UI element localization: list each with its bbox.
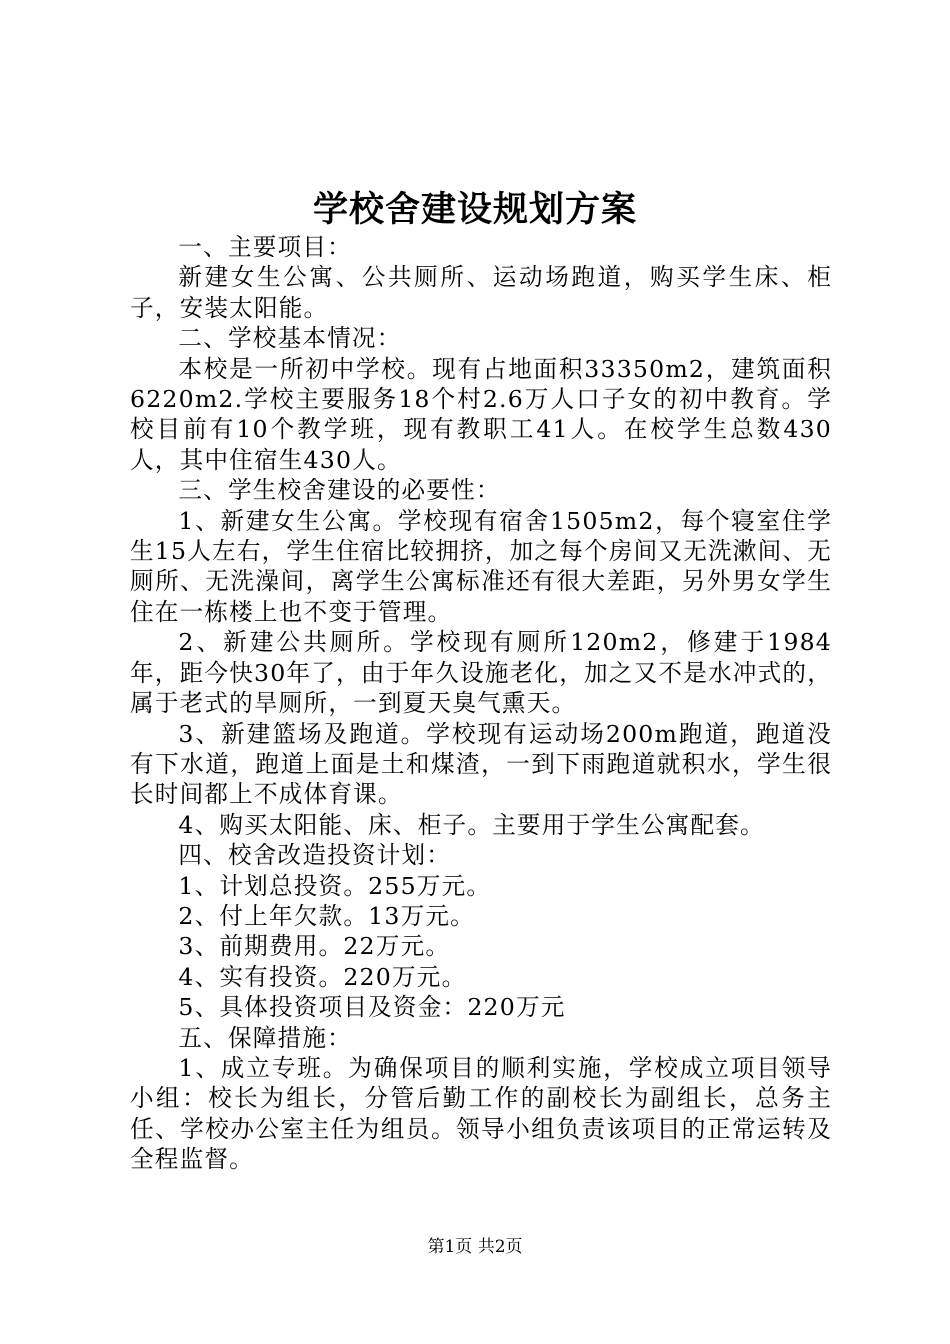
paragraph-basic-info: 本校是一所初中学校。现有占地面积33350m2，建筑面积6220m2.学校主要服务18个村2.6万人口子女的初中教育。学校目前有10个教学班，现有教职工41人。在校学生总数430人，其中住宿生430人。 [130, 354, 832, 474]
document-body [130, 232, 832, 1175]
investment-item-2: 2、付上年欠款。13万元。 [178, 901, 475, 930]
page-footer: 第1页 共2页 [427, 1237, 523, 1257]
paragraph-necessity-1: 1、新建女生公寓。学校现有宿舍1505m2，每个寝室住学生15人左右，学生住宿比较拥挤，加之每个房间又无洗漱间、无厕所、无洗澡间，离学生公寓标准还有很大差距，另外男女学生住在一栋楼上也不变于管理。 [130, 506, 832, 626]
section-heading-safeguards: 五、保障措施： [178, 1023, 352, 1052]
paragraph-necessity-4: 4、购买太阳能、床、柜子。主要用于学生公寓配套。 [178, 810, 765, 839]
investment-item-5: 5、具体投资项目及资金：220万元 [178, 993, 566, 1022]
paragraph-necessity-2: 2、新建公共厕所。学校现有厕所120m2，修建于1984年，距今快30年了，由于年久设施老化，加之又不是水冲式的，属于老式的旱厕所，一到夏天臭气熏天。 [130, 628, 832, 718]
investment-item-1: 1、计划总投资。255万元。 [178, 871, 492, 900]
paragraph-safeguards-1: 1、成立专班。为确保项目的顺利实施，学校成立项目领导小组：校长为组长，分管后勤工作的副校长为副组长，总务主任、学校办公室主任为组员。领导小组负责该项目的正常运转及全程监督。 [130, 1053, 832, 1174]
section-heading-basic-info: 二、学校基本情况： [178, 324, 402, 353]
investment-item-3: 3、前期费用。22万元。 [178, 932, 451, 961]
section-heading-main-items: 一、主要项目： [178, 233, 352, 261]
section-heading-investment: 四、校舍改造投资计划： [178, 841, 452, 870]
paragraph-main-items: 新建女生公寓、公共厕所、运动场跑道，购买学生床、柜子，安装太阳能。 [130, 263, 832, 322]
paragraph-necessity-3: 3、新建篮场及跑道。学校现有运动场200m跑道，跑道没有下水道，跑道上面是土和煤渣，一到下雨跑道就积水，学生很长时间都上不成体育课。 [130, 719, 832, 809]
document-title: 学校舍建设规划方案 [312, 189, 637, 230]
section-heading-necessity: 三、学生校舍建设的必要性： [178, 476, 501, 505]
investment-item-4: 4、实有投资。220万元。 [178, 962, 467, 991]
